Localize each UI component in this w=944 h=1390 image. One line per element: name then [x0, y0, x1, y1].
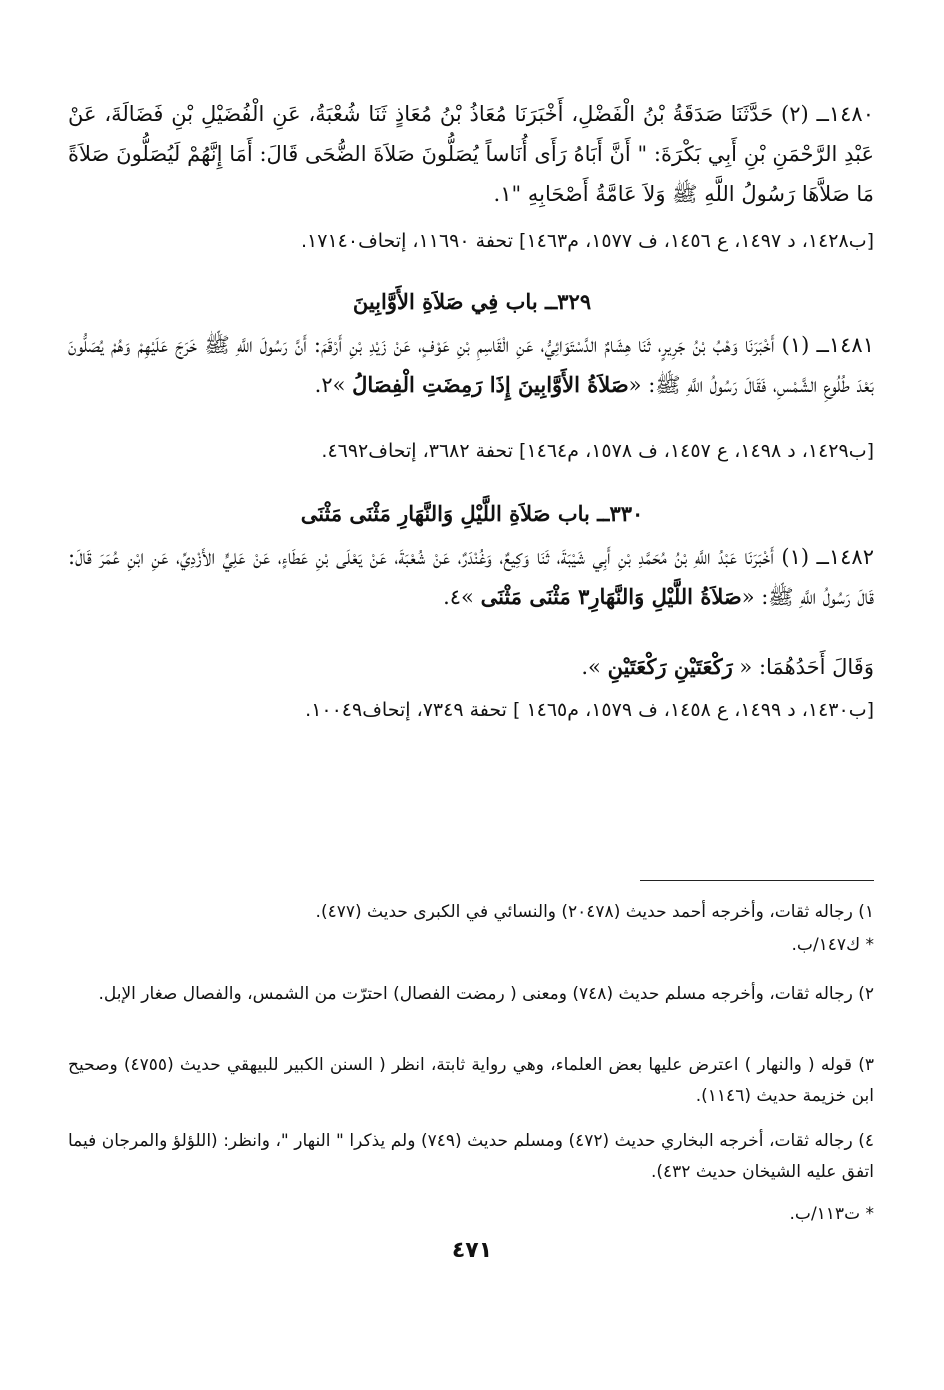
hadith-1482-bold: صَلاَةُ اللَّيْلِ وَالنَّهَارِ٣ مَثْنَى مَثْنَى: [480, 584, 742, 609]
hadith-1482-alt-end: ».: [581, 655, 608, 679]
hadith-1480-citation: [ب١٤٢٨، د ١٤٩٧، ع ١٤٥٦، ف ١٥٧٧، م١٤٦٣] تحفة ١١٦٩٠، إتحاف١٧١٤٠.: [300, 230, 874, 252]
hadith-1481-citation: [ب١٤٢٩، د ١٤٩٨، ع ١٤٥٧، ف ١٥٧٨، م١٤٦٤] تحفة ٣٦٨٢، إتحاف٤٦٩٢.: [321, 440, 874, 462]
hadith-1482-citation: [ب١٤٣٠، د ١٤٩٩، ع ١٤٥٨، ف ١٥٧٩، م١٤٦٥ ] تحفة ٧٣٤٩، إتحاف١٠٠٤٩.: [305, 699, 874, 721]
footnote-1: ١) رجاله ثقات، وأخرجه أحمد حديث (٢٠٤٧٨) والنسائي في الكبرى حديث (٤٧٧).: [315, 902, 874, 922]
hadith-1482-alt-pre: وَقَالَ أَحَدُهُمَا: «: [732, 655, 874, 679]
hadith-1480-text: ١٤٨٠ــ (٢) حَدَّثَنَا صَدَقَةُ بْنُ الْفَضْلِ، أَخْبَرَنَا مُعَاذُ بْنُ مُعَاذٍ ثَنَا شُعْبَةُ، عَنِ الْفُضَيْلِ بْنِ فَضَالَةَ، عَنْ عَبْدِ الرَّحْمَنِ بْنِ أَبِي بَكْرَةَ: " أَنَّ أَبَاهُ رَأَى أُنَاساً يُصَلُّونَ صَلاَةَ الضُّحَى قَالَ: أَمَا إِنَّهُمْ لَيُصَلُّونَ صَلاَةً مَا صَلاَّهَا رَسُولُ اللَّهِ ﷺ وَلاَ عَامَّةُ أَصْحَابِهِ "١.: [68, 102, 874, 206]
hadith-1482-end: »٤.: [443, 585, 481, 609]
hadith-1481-text: ١٤٨١ــ (١) أَخْبَرَنَا وَهْبُ بْنُ جَرِيرٍ، ثَنَا هِشَامٌ الدَّسْتَوَائِيُّ، عَنِ الْقَاسِمِ بْنِ عَوْفٍ، عَنْ زَيْدِ بْنِ أَرْقَمَ: أَنَّ رَسُولَ اللَّهِ ﷺ خَرَجَ عَلَيْهِمْ وَهُمْ يُصَلُّونَ بَعْدَ طُلُوعِ الشَّمْسِ، فَقَالَ رَسُولُ اللَّهِ ﷺ: «: [68, 333, 874, 397]
footnote-marker-k: * ك١٤٧/ب.: [791, 935, 874, 955]
chapter-330-title: ٣٣٠ــ باب صَلاَةِ اللَّيْلِ وَالنَّهَارِ مَثْنَى مَثْنَى: [300, 501, 644, 526]
footnote-3: ٣) قوله ( والنهار ) اعترض عليها بعض العلماء، وهي رواية ثابتة، انظر ( السنن الكبير للبيهقي حديث (٤٧٥٥) وصحيح ابن خزيمة حديث (١١٤٦).: [68, 1055, 874, 1106]
hadith-1480: [68, 94, 874, 214]
footnote-divider: [640, 880, 874, 881]
hadith-1481: [68, 325, 874, 405]
page-number: ٤٧١: [451, 1238, 493, 1263]
hadith-1482-alt: [68, 647, 874, 687]
footnote-2: ٢) رجاله ثقات، وأخرجه مسلم حديث (٧٤٨) ومعنى ( رمضت الفصال) احترّت من الشمس، والفصال صغار الإبل.: [98, 984, 874, 1004]
hadith-1482-text: ١٤٨٢ــ (١) أَخْبَرَنَا عَبْدُ اللَّهِ بْنُ مُحَمَّدِ بْنِ أَبِي شَيْبَةَ، ثَنَا وَكِيعٌ، وَغُنْدَرٌ، عَنْ شُعْبَةَ، عَنْ يَعْلَى بْنِ عَطَاءٍ، عَنْ عَلِيٍّ الأَزْدِيِّ، عَنِ ابْنِ عُمَرَ قَالَ: قَالَ رَسُولُ اللَّهِ ﷺ: «: [68, 545, 874, 609]
hadith-1481-end: »٢.: [314, 373, 353, 397]
hadith-1482: [68, 537, 874, 617]
hadith-1481-bold: صَلاَةُ الأَوَّابِينَ إِذَا رَمِضَتِ الْفِصَالُ: [352, 372, 629, 397]
footnote-marker-t: * ت١١٣/ب.: [789, 1204, 874, 1224]
footnote-4: ٤) رجاله ثقات، أخرجه البخاري حديث (٤٧٢) ومسلم حديث (٧٤٩) ولم يذكرا " النهار "، وانظر: (اللؤلؤ والمرجان فيما اتفق عليه الشيخان حديث ٤٣٢).: [68, 1131, 874, 1182]
hadith-1482-alt-bold: رَكْعَتَيْنِ رَكْعَتَيْنِ: [607, 654, 733, 679]
chapter-329-title: ٣٢٩ــ باب فِي صَلاَةِ الأَوَّابِينَ: [352, 289, 592, 314]
